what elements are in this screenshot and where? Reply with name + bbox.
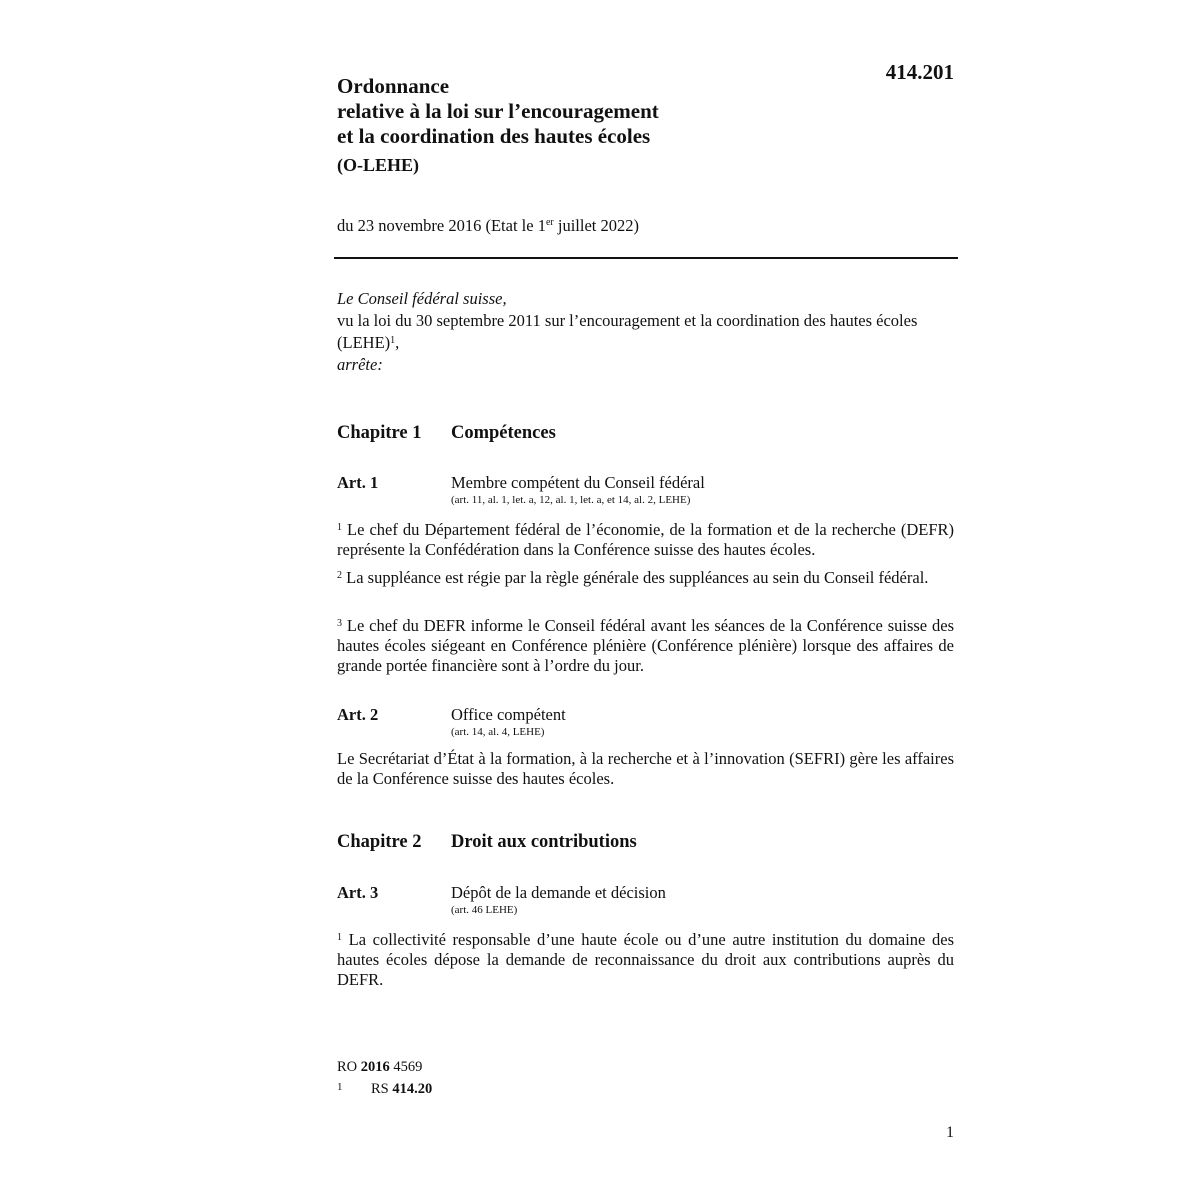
page-number: 1 — [946, 1124, 954, 1141]
date-suffix: juillet 2022) — [553, 216, 639, 235]
article-paragraph — [337, 928, 954, 990]
footnote-number: 1 — [337, 1081, 343, 1093]
preamble-basis — [337, 311, 954, 353]
article-paragraph — [337, 518, 954, 560]
article-heading — [337, 705, 566, 739]
article-heading — [337, 883, 666, 917]
article-reference: (art. 11, al. 1, let. a, 12, al. 1, let. a, et 14, al. 2, LEHE) — [451, 494, 691, 506]
footnote-prefix: RS — [371, 1081, 393, 1097]
paragraph-number: 2 — [337, 570, 342, 581]
official-compilation-ref — [337, 1058, 422, 1077]
footnote — [337, 1078, 432, 1099]
paragraph-text: La collectivité responsable d’une haute école ou d’une autre institution du domaine des hautes écoles dépose la demande de reconnaissance du droit aux contributions auprès du DEFR. — [337, 930, 954, 989]
date-superscript: er — [545, 217, 554, 228]
title-line: relative à la loi sur l’encouragement — [337, 99, 659, 123]
chapter-number: Chapitre 2 — [337, 832, 422, 852]
article-number: Art. 3 — [337, 883, 379, 902]
header-divider — [334, 257, 958, 259]
article-paragraph — [337, 566, 954, 588]
document-date — [337, 216, 639, 236]
article-title: Office compétent — [451, 705, 566, 724]
footnote-ref[interactable]: 1 — [390, 335, 396, 346]
footnote-link[interactable]: 414.20 — [392, 1081, 433, 1097]
chapter-heading — [337, 423, 556, 444]
paragraph-text: Le Secrétariat d’État à la formation, à la recherche et à l’innovation (SEFRI) gère les affaires de la Conférence suisse des hautes écoles. — [337, 749, 954, 788]
ro-page: 4569 — [389, 1059, 423, 1075]
title-abbreviation: (O-LEHE) — [337, 155, 420, 175]
paragraph-text: Le chef du Département fédéral de l’économie, de la formation et de la recherche (DEFR) représente la Confédération dans la Conférence suisse des hautes écoles. — [337, 520, 954, 559]
preamble — [337, 289, 954, 377]
article-number: Art. 2 — [337, 705, 379, 724]
paragraph-number: 3 — [337, 618, 342, 629]
title-line: Ordonnance — [337, 74, 450, 98]
article-paragraph — [337, 614, 954, 676]
article-number: Art. 1 — [337, 473, 379, 492]
chapter-number: Chapitre 1 — [337, 423, 422, 443]
chapter-title: Droit aux contributions — [451, 832, 637, 852]
paragraph-text: Le chef du DEFR informe le Conseil fédéral avant les séances de la Conférence suisse des hautes écoles siégeant en Conférence plénière (Conférence plénière) lorsque des affaires de grande portée financière sont à l’ordre du jour. — [337, 616, 954, 675]
chapter-title: Compétences — [451, 423, 556, 443]
article-heading — [337, 473, 705, 507]
article-reference: (art. 46 LEHE) — [451, 904, 518, 916]
article-title: Membre compétent du Conseil fédéral — [451, 473, 705, 492]
basis-end: , — [395, 333, 400, 352]
article-title: Dépôt de la demande et décision — [451, 883, 666, 902]
basis-text: vu la loi du 30 septembre 2011 sur l’encouragement et la coordination des hautes écoles (LEHE) — [337, 311, 918, 352]
date-prefix: du 23 novembre 2016 (Etat le 1 — [337, 216, 546, 235]
document-title — [337, 74, 857, 176]
preamble-decree: arrête: — [337, 355, 383, 374]
chapter-heading — [337, 832, 637, 853]
paragraph-text: La suppléance est régie par la règle générale des suppléances au sein du Conseil fédéral. — [342, 568, 929, 587]
ro-prefix: RO — [337, 1059, 361, 1075]
paragraph-number: 1 — [337, 522, 342, 533]
article-paragraph — [337, 749, 954, 789]
article-reference: (art. 14, al. 4, LEHE) — [451, 726, 545, 738]
paragraph-number: 1 — [337, 932, 342, 943]
preamble-authority: Le Conseil fédéral suisse, — [337, 289, 507, 308]
title-line: et la coordination des hautes écoles — [337, 124, 651, 148]
ro-year: 2016 — [360, 1059, 390, 1075]
rs-number: 414.201 — [885, 60, 954, 84]
